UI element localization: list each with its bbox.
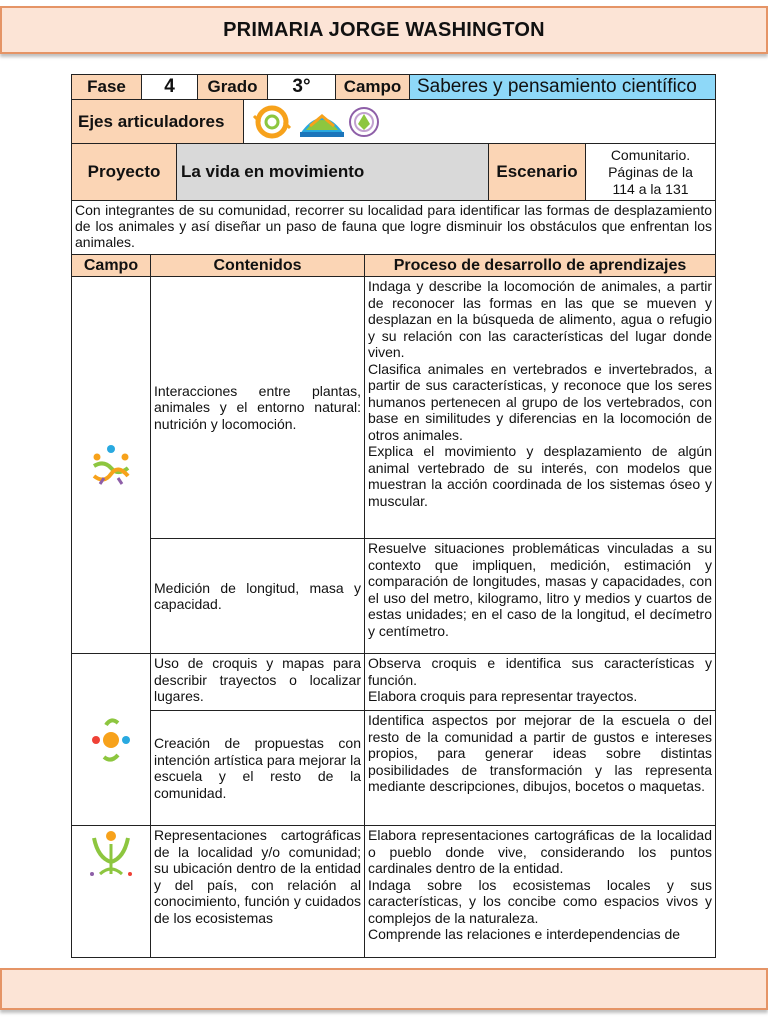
contenido-1: Interacciones entre plantas, animales y el entorno natural: nutrición y locomoción. [151, 277, 365, 538]
proceso-2-item: Resuelve situaciones problemáticas vinculadas a su contexto que impliquen, medición, estimación y comparación de longitudes, masas y capacidades, con el uso del metro, kilogramo, litro y medios y cuartos de estas unidades; en el caso de la longitud, el decímetro y centímetro. [368, 540, 712, 639]
column-headers [72, 255, 715, 277]
footer-banner [0, 968, 768, 1010]
proceso-4 [365, 711, 715, 825]
proyecto-label: Proyecto [72, 144, 177, 200]
proceso-3-item: Observa croquis e identifica sus características y función. [368, 655, 712, 688]
ejes-articuladores-icons [252, 102, 382, 142]
contenido-4: Creación de propuestas con intención artística para mejorar la escuela y el resto de la comunidad. [151, 711, 365, 825]
school-title: PRIMARIA JORGE WASHINGTON [223, 19, 545, 41]
content-row-1 [151, 277, 715, 539]
lenguajes-campo-icon [86, 440, 136, 490]
proceso-5-item: Indaga sobre los ecosistemas locales y sus características, y los concibe como espacios vivos y complejos de la naturaleza. [368, 876, 712, 926]
school-banner [0, 6, 768, 54]
proceso-column-header: Proceso de desarrollo de aprendizajes [365, 255, 715, 276]
ejes-row [72, 100, 715, 144]
content-row-5 [151, 826, 715, 957]
content-row-3 [151, 654, 715, 711]
campo-label: Campo [336, 75, 410, 99]
fase-value: 4 [142, 75, 198, 99]
contenido-3: Uso de croquis y mapas para describir trayectos o localizar lugares. [151, 654, 365, 710]
campo-group-1 [72, 277, 715, 654]
etica-naturaleza-campo-icon [88, 715, 134, 765]
proceso-3-item: Elabora croquis para representar trayectos. [368, 688, 638, 704]
proceso-5-item: Elabora representaciones cartográficas de la localidad o pueblo donde vive, considerando los puntos cardinales dentro de la entidad. [368, 827, 712, 876]
proceso-5-item: Comprende las relaciones e interdependencias de [368, 926, 681, 942]
description-row [72, 201, 715, 255]
grado-label: Grado [198, 75, 268, 99]
proceso-3 [365, 654, 715, 710]
proceso-1-item: Indaga y describe la locomoción de animales, a partir de reconocer las formas en las que se mueven y desplazan en la búsqueda de alimento, agua o refugio y su relación con las características del lugar donde viven. [368, 278, 712, 360]
planning-table [71, 74, 716, 958]
interculturalidad-icon [300, 116, 344, 137]
header-row-fase [72, 75, 715, 100]
escenario-value [586, 144, 715, 200]
proceso-1-item: Clasifica animales en vertebrados e invertebrados, a partir de sus características, y reconoce que los seres humanos pertenecen al grupo de los vertebrados, con base en similitudes y diferencias en la locomoción de otros animales. [368, 360, 712, 443]
proceso-2 [365, 539, 715, 653]
escenario-line-3: 114 a la 131 [612, 180, 689, 197]
humano-comunitario-campo-icon [88, 828, 134, 878]
campo-cell-2 [72, 654, 151, 825]
contenido-5: Representaciones cartográficas de la localidad y/o comunidad; su ubicación dentro de la entidad y del país, con relación al conocimiento, función y cuidados de los ecosistemas [151, 826, 365, 957]
campo-group-3 [72, 826, 715, 957]
proceso-1 [365, 277, 715, 538]
content-row-4 [151, 711, 715, 825]
proceso-5 [365, 826, 715, 957]
contenido-2: Medición de longitud, masa y capacidad. [151, 539, 365, 653]
proceso-4-item: Identifica aspectos por mejorar de la escuela o del resto de la comunidad a partir de gustos e intereses propios, para generar ideas sobre distintas posibilidades de transformación y las representa mediante descripciones, dibujos, bocetos o maquetas. [368, 712, 712, 794]
ejes-icons [244, 100, 715, 143]
contenidos-column-header: Contenidos [151, 255, 365, 276]
campo-cell-3 [72, 826, 151, 957]
project-description: Con integrantes de su comunidad, recorrer su localidad para identificar las formas de desplazamiento de los animales y así diseñar un paso de fauna que logre disminuir los obstáculos que enfrentan los animales. [75, 202, 712, 250]
escenario-line-2: Páginas de la [608, 163, 693, 180]
escenario-line-1: Comunitario. [610, 146, 691, 163]
fase-label: Fase [72, 75, 142, 99]
content-row-2 [151, 539, 715, 653]
campo-column-header: Campo [72, 255, 151, 276]
proyecto-row [72, 144, 715, 201]
escenario-label: Escenario [489, 144, 586, 200]
ejes-label: Ejes articuladores [72, 100, 244, 143]
vida-saludable-icon [350, 108, 378, 136]
campo-cell-1 [72, 277, 151, 653]
grado-value: 3° [268, 75, 336, 99]
inclusion-icon [254, 108, 290, 136]
campo-group-2 [72, 654, 715, 826]
campo-value: Saberes y pensamiento científico [410, 75, 715, 99]
proyecto-value: La vida en movimiento [177, 144, 489, 200]
proceso-1-item: Explica el movimiento y desplazamiento de algún animal vertebrado de su interés, con modelos que muestran la acción coordinada de los sistemas óseo y muscular. [368, 443, 712, 509]
